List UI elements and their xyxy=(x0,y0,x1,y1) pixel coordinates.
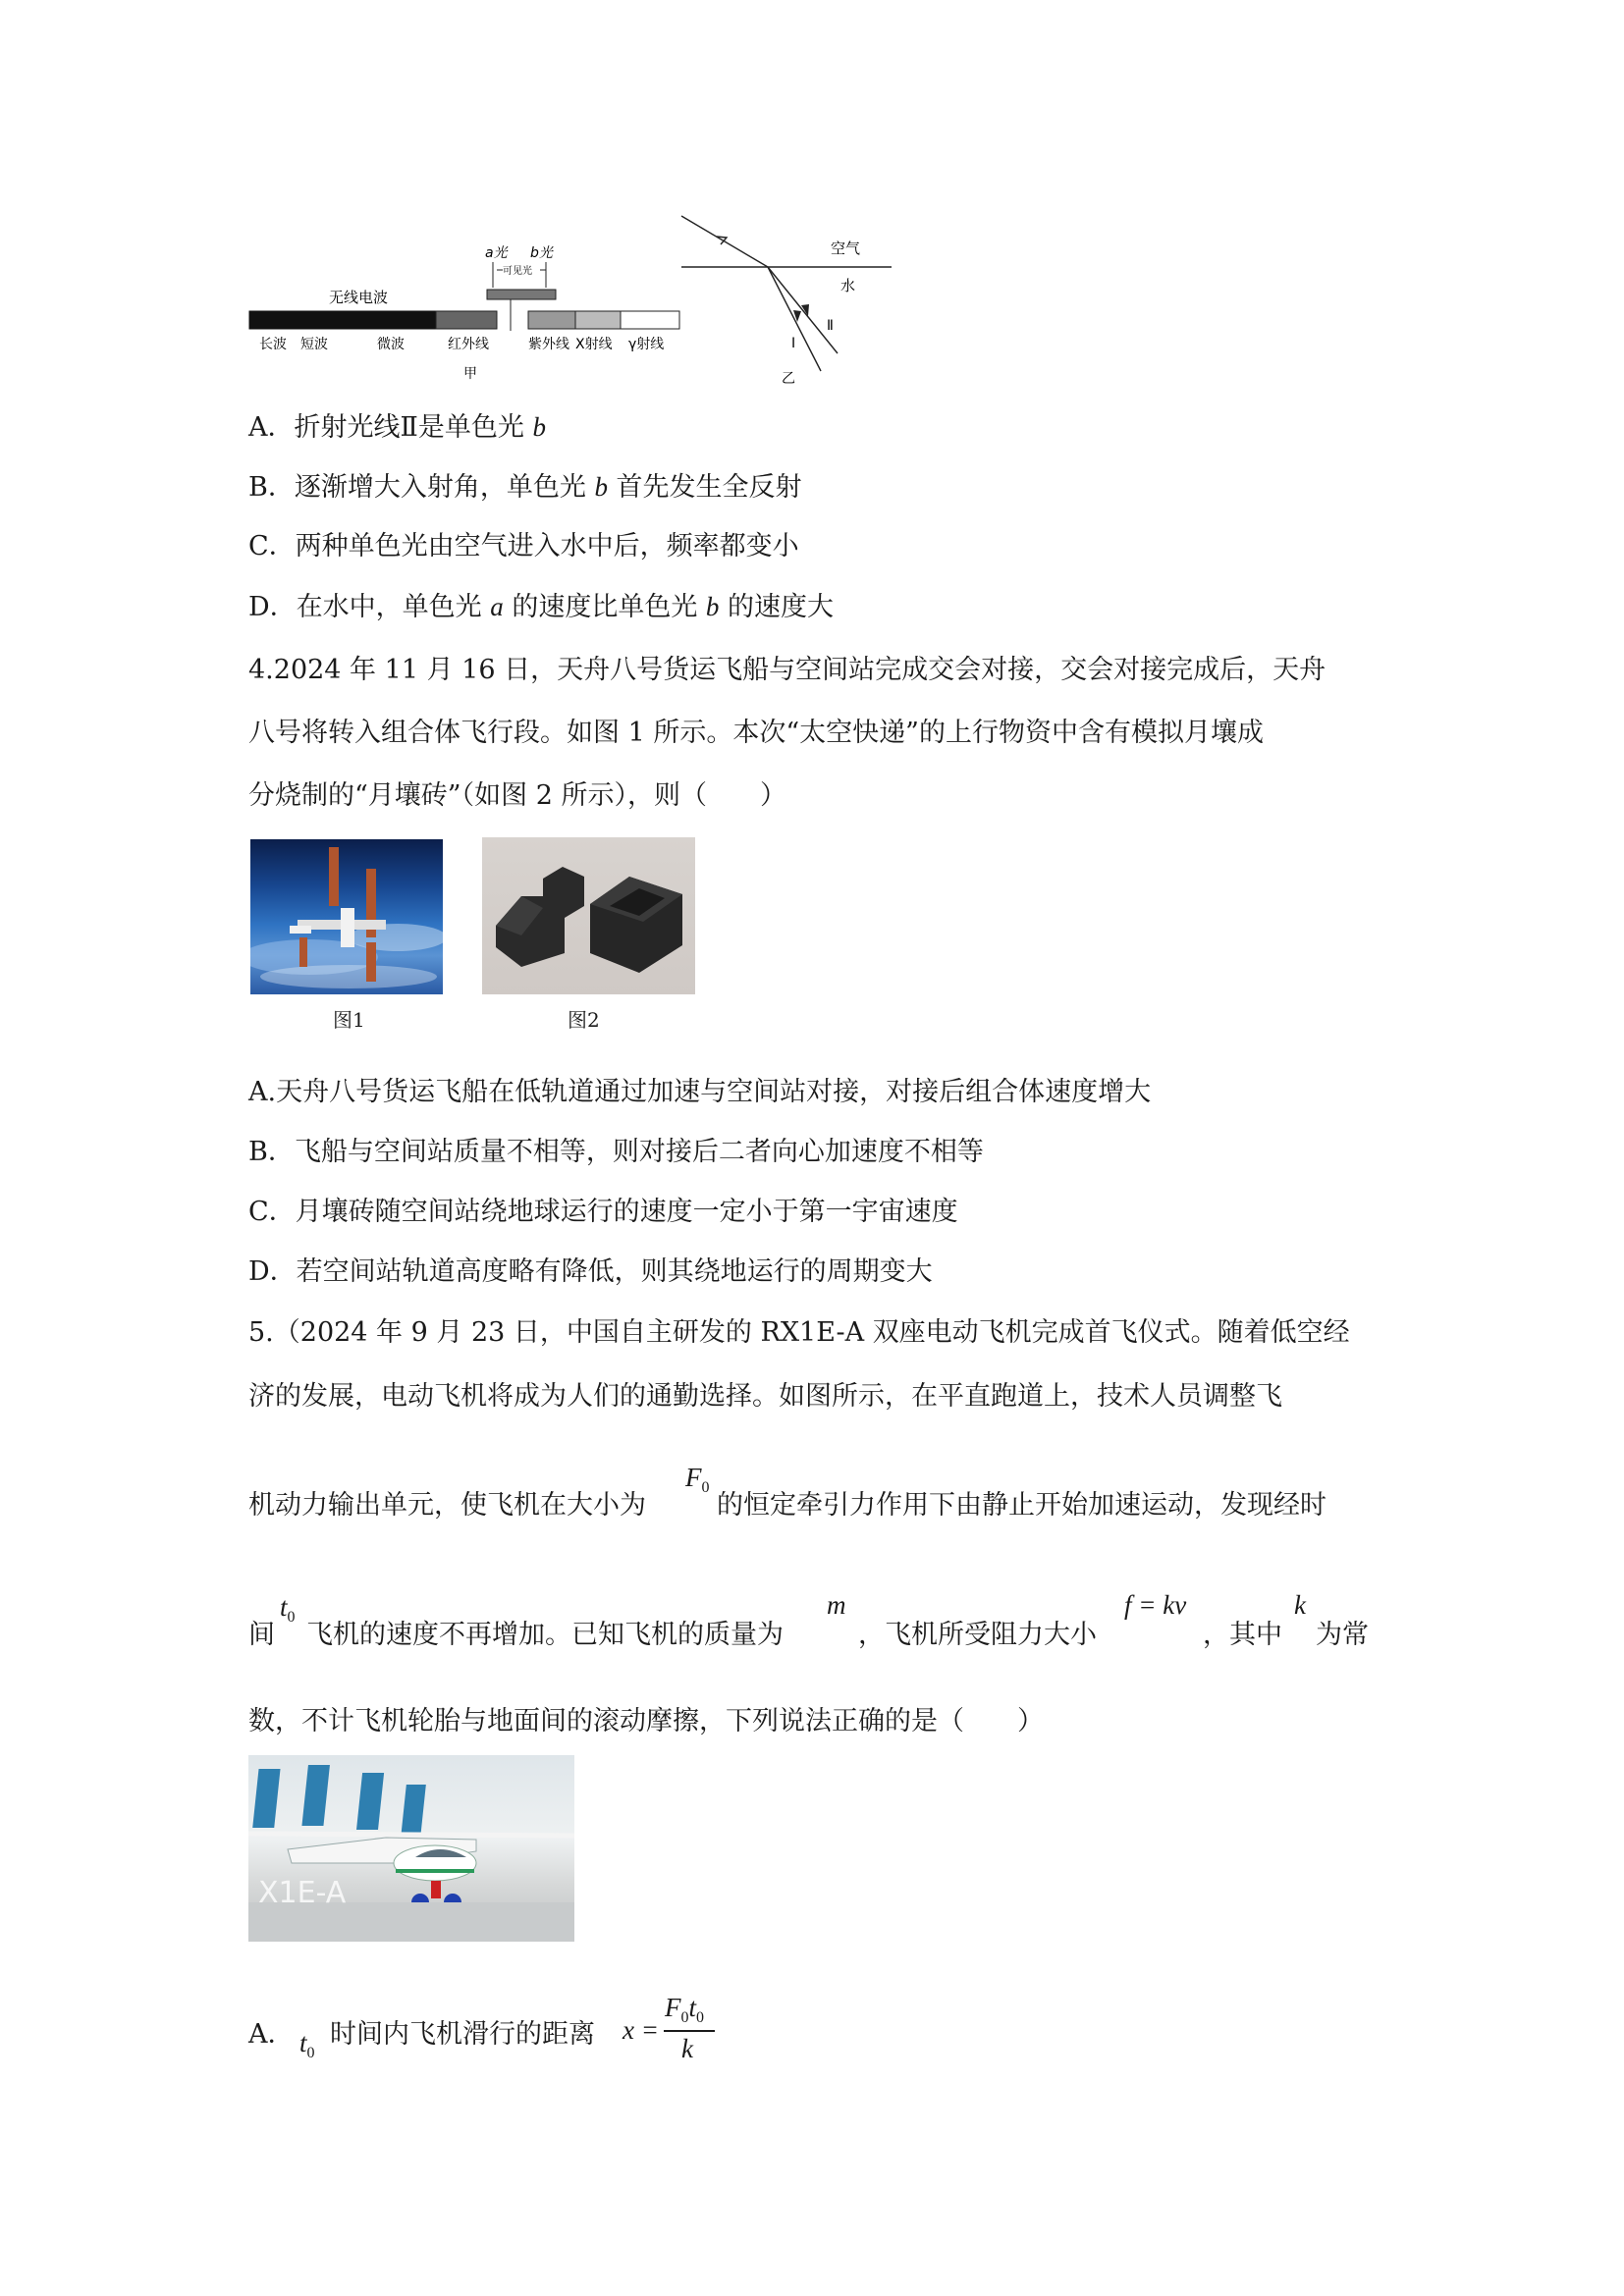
q5-force-symbol: $F_0$ xyxy=(685,1463,710,1496)
svg-text:X1E-A: X1E-A xyxy=(258,1876,347,1910)
air-label: 空气 xyxy=(831,240,861,257)
band-long: 长波 xyxy=(259,337,287,352)
figure-yi-caption: 乙 xyxy=(782,371,795,387)
figure-2-caption: 图2 xyxy=(568,1008,600,1032)
visible-band xyxy=(487,290,556,299)
q5-option-a-x-equals: x = xyxy=(623,2015,659,2045)
q5-option-a-numerator: $F_0t_0$ xyxy=(665,1993,705,2026)
figure-jia-caption: 甲 xyxy=(463,366,477,382)
q4-option-b: B．飞船与空间站质量不相等，则对接后二者向心加速度不相等 xyxy=(248,1137,984,1167)
q5-stem-line-5: 数，不计飞机轮胎与地面间的滚动摩擦，下列说法正确的是（ ） xyxy=(248,1706,1044,1736)
incident-ray xyxy=(681,216,768,267)
q4-option-a: A.天舟八号货运飞船在低轨道通过加速与空间站对接，对接后组合体速度增大 xyxy=(248,1077,1152,1107)
q4-stem-line-2: 八号将转入组合体飞行段。如图 1 所示。本次“太空快递”的上行物资中含有模拟月壤成 xyxy=(248,718,1264,748)
figure-1-caption: 图1 xyxy=(333,1008,365,1032)
space-station-photo xyxy=(250,839,443,994)
visible-light-label: 可见光 xyxy=(503,266,532,277)
q5-stem-line-1: 5.（2024 年 9 月 23 日，中国自主研发的 RX1E-A 双座电动飞机完成首飞仪式。随着低空经 xyxy=(248,1317,1350,1348)
q4-option-d: D．若空间站轨道高度略有降低，则其绕地运行的周期变大 xyxy=(248,1256,933,1287)
radio-wave-label: 无线电波 xyxy=(329,289,389,306)
q5-drag-equation: f = kv xyxy=(1124,1590,1187,1620)
electric-aircraft-photo xyxy=(248,1755,574,1942)
q5-k-symbol: k xyxy=(1294,1590,1306,1620)
a-light-label: a光 xyxy=(485,245,508,261)
band-gamma: γ射线 xyxy=(628,337,665,352)
uv-bar xyxy=(528,311,575,329)
q5-stem-line-4e: 为常 xyxy=(1316,1620,1369,1650)
ray-2-label: Ⅱ xyxy=(827,318,834,334)
refracted-ray-1 xyxy=(768,267,821,371)
q5-option-a-denominator: k xyxy=(681,2034,693,2063)
xray-bar xyxy=(575,311,621,329)
q3-option-c: C．两种单色光由空气进入水中后，频率都变小 xyxy=(248,531,799,561)
q5-stem-line-4c: ，飞机所受阻力大小 xyxy=(858,1620,1097,1650)
q5-stem-line-4a: 间 xyxy=(248,1620,275,1650)
q5-stem-line-3b: 的恒定牵引力作用下由静止开始加速运动，发现经时 xyxy=(717,1490,1326,1521)
q5-mass-symbol: m xyxy=(827,1590,846,1620)
q3-option-d: D．在水中，单色光 a 的速度比单色光 b 的速度大 xyxy=(248,592,834,622)
band-micro: 微波 xyxy=(377,337,405,352)
q5-stem-line-4d: ，其中 xyxy=(1203,1620,1282,1650)
q3-option-a: A．折射光线Ⅱ是单色光 b xyxy=(248,412,546,443)
water-label: 水 xyxy=(840,277,856,294)
infrared-bar xyxy=(436,311,497,329)
lunar-brick-photo xyxy=(482,837,695,994)
q5-time-symbol: $t_0$ xyxy=(280,1592,296,1626)
q5-option-a-text: 时间内飞机滑行的距离 xyxy=(330,2019,595,2050)
q5-option-a-prefix: A． xyxy=(248,2019,295,2050)
band-xray: X射线 xyxy=(575,337,613,352)
q4-option-c: C．月壤砖随空间站绕地球运行的速度一定小于第一宇宙速度 xyxy=(248,1197,958,1227)
radio-bar xyxy=(249,311,436,329)
band-short: 短波 xyxy=(300,337,328,352)
q5-stem-line-4b: 飞机的速度不再增加。已知飞机的质量为 xyxy=(306,1620,784,1650)
band-infrared: 红外线 xyxy=(448,337,489,352)
q3-option-b: B．逐渐增大入射角，单色光 b 首先发生全反射 xyxy=(248,472,802,503)
band-uv: 紫外线 xyxy=(528,337,569,352)
refracted-ray-2 xyxy=(768,267,838,353)
q4-stem-line-3: 分烧制的“月壤砖”（如图 2 所示），则（ ） xyxy=(248,780,786,811)
q5-option-a-fraction-bar xyxy=(664,2030,715,2032)
q5-stem-line-3a: 机动力输出单元，使飞机在大小为 xyxy=(248,1490,646,1521)
gamma-bar xyxy=(621,311,679,329)
ray-1-label: Ⅰ xyxy=(791,336,796,351)
q5-option-a-time-symbol: $t_0$ xyxy=(299,2028,315,2061)
q5-stem-line-2: 济的发展，电动飞机将成为人们的通勤选择。如图所示，在平直跑道上，技术人员调整飞 xyxy=(248,1381,1282,1412)
spectrum-figure xyxy=(245,240,687,388)
b-light-label: b光 xyxy=(530,245,553,261)
q4-stem-line-1: 4.2024 年 11 月 16 日，天舟八号货运飞船与空间站完成交会对接，交会对接完成后，天舟 xyxy=(248,655,1326,685)
refraction-figure xyxy=(677,208,903,390)
